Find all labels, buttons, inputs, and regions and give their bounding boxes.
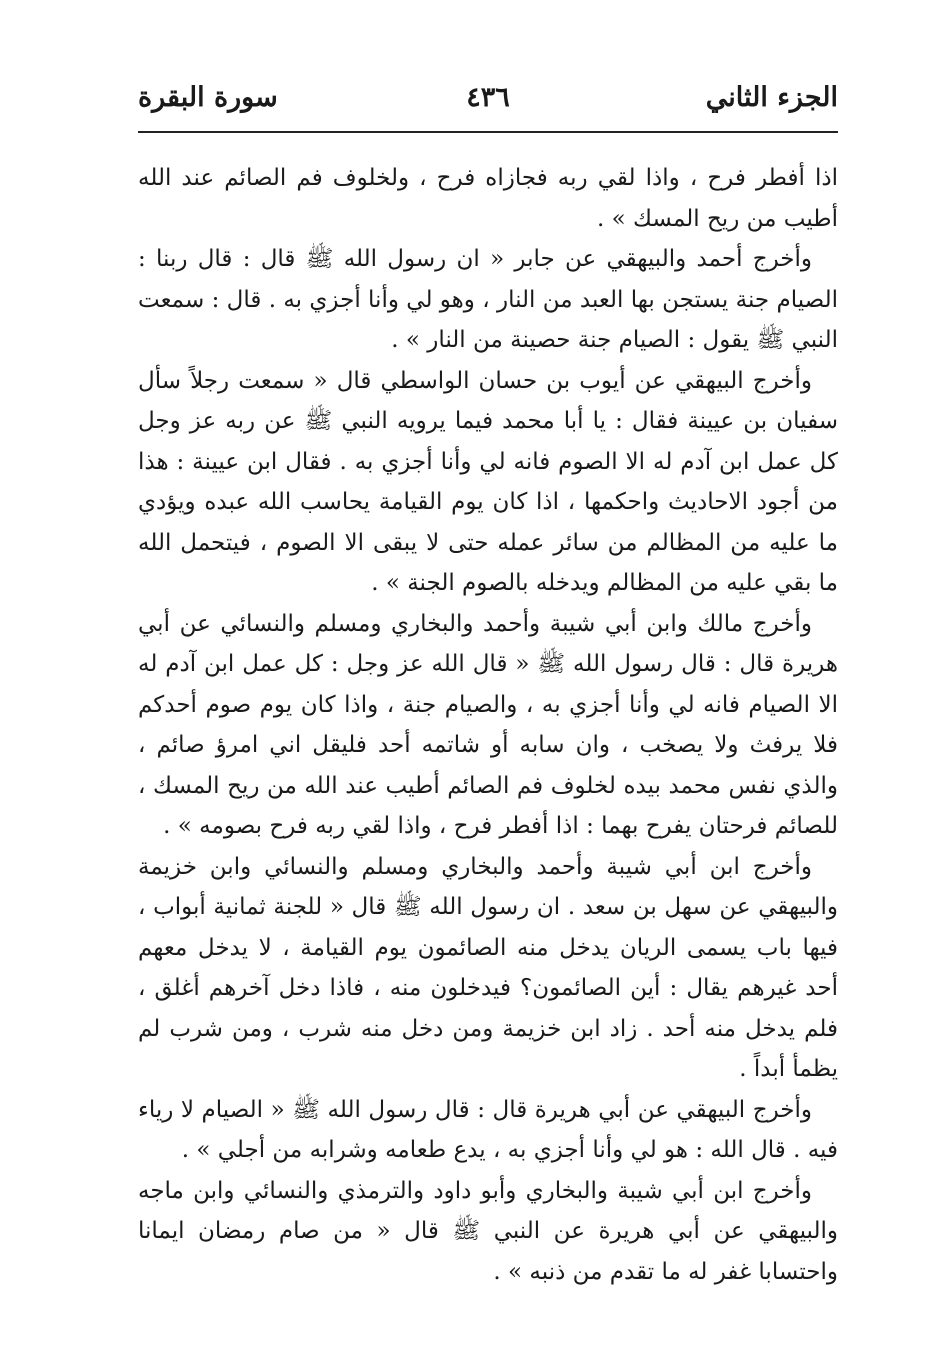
paragraph-ramadan: وأخرج ابن أبي شيبة والبخاري وأبو داود والترمذي والنسائي وابن ماجه والبيهقي عن أبي هريرة عن النبي ﷺ قال « من صام رمضان ايمانا واحتسابا غفر له ما تقدم من ذنبه » . bbox=[138, 1177, 838, 1285]
paragraph-malik: وأخرج مالك وابن أبي شيبة وأحمد والبخاري ومسلم والنسائي عن أبي هريرة قال : قال رسول الله ﷺ « قال الله عز وجل : كل عمل ابن آدم له الا الصيام فانه لي وأنا أجزي به ، والصيام جنة ، واذا كان يوم صوم أحدكم فلا يرفث ولا يصخب ، وان سابه أو شاتمه أحد فليقل اني امرؤ صائم ، والذي نفس محمد بيده لخلوف فم الصائم أطيب عند الله من ريح المسك ، للصائم فرحتان يفرح بهما : اذا أفطر فرح ، واذا لقي ربه فرح بصومه » . bbox=[138, 610, 838, 839]
running-header bbox=[138, 82, 838, 122]
body-text bbox=[138, 158, 838, 1292]
page-number: ٤٣٦ bbox=[466, 82, 510, 113]
paragraph-jabir: وأخرج أحمد والبيهقي عن جابر « ان رسول الله ﷺ قال : قال ربنا : الصيام جنة يستجن بها العبد من النار ، وهو لي وأنا أجزي به . قال : سمعت النبي ﷺ يقول : الصيام جنة حصينة من النار » . bbox=[138, 246, 838, 353]
paragraph-continuation: اذا أفطر فرح ، واذا لقي ربه فجازاه فرح ، ولخلوف فم الصائم عند الله أطيب من ريح المسك » . bbox=[138, 165, 838, 232]
part-title: الجزء الثاني bbox=[705, 82, 838, 113]
surah-title: سورة البقرة bbox=[138, 82, 278, 113]
paragraph-ayyub: وأخرج البيهقي عن أيوب بن حسان الواسطي قال « سمعت رجلاً سأل سفيان بن عيينة فقال : يا أبا محمد فيما يرويه النبي ﷺ عن ربه عز وجل كل عمل ابن آدم له الا الصوم فانه لي وأنا أجزي به . فقال ابن عيينة : هذا من أجود الاحاديث واحكمها ، اذا كان يوم القيامة يحاسب الله عبده ويؤدي ما عليه من المظالم من سائر عمله حتى لا يبقى الا الصوم ، فيتحمل الله ما بقي عليه من المظالم ويدخله بالصوم الجنة » . bbox=[138, 367, 838, 596]
paragraph-bayhaqi: وأخرج البيهقي عن أبي هريرة قال : قال رسول الله ﷺ « الصيام لا رياء فيه . قال الله : هو لي وأنا أجزي به ، يدع طعامه وشرابه من أجلي » . bbox=[138, 1096, 838, 1163]
paragraph-sahl: وأخرج ابن أبي شيبة وأحمد والبخاري ومسلم والنسائي وابن خزيمة والبيهقي عن سهل بن سعد . ان رسول الله ﷺ قال « للجنة ثمانية أبواب ، فيها باب يسمى الريان يدخل منه الصائمون يوم القيامة ، لا يدخل معهم أحد غيرهم يقال : أين الصائمون؟ فيدخلون منه ، فاذا دخل آخرهم أغلق ، فلم يدخل منه أحد . زاد ابن خزيمة ومن دخل منه شرب ، ومن شرب لم يظمأ أبداً . bbox=[138, 853, 838, 1082]
header-rule bbox=[138, 131, 838, 133]
